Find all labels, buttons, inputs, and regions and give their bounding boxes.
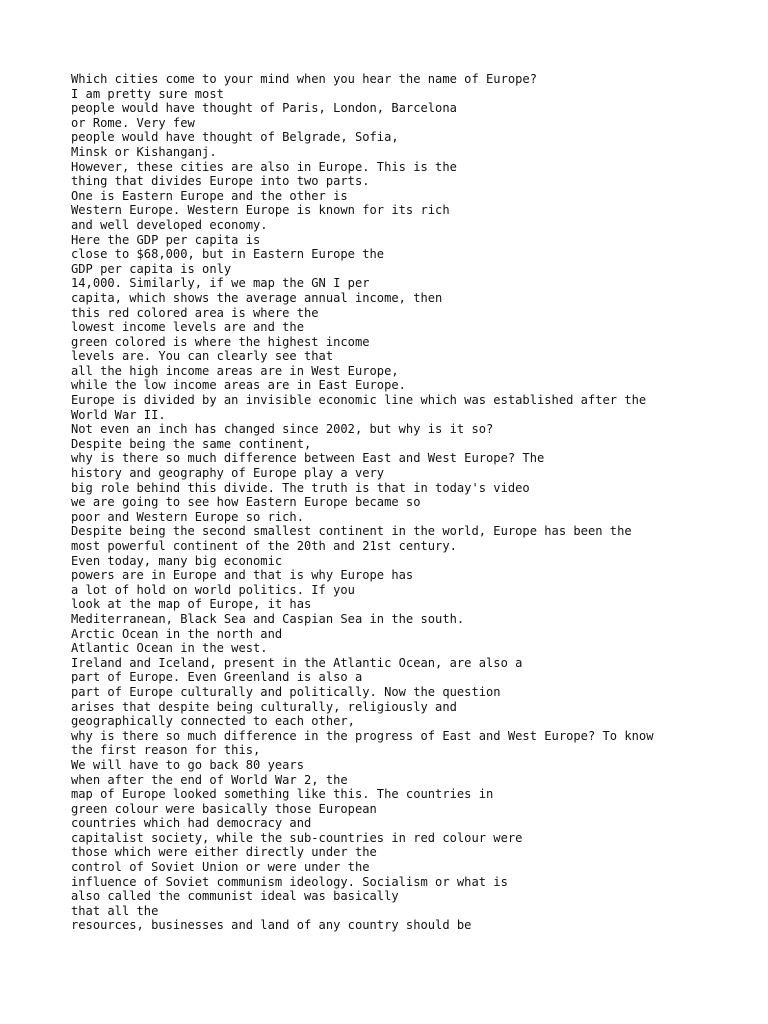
- text-line: countries which had democracy and: [71, 816, 312, 831]
- text-line: powers are in Europe and that is why Europe has: [71, 568, 414, 583]
- text-line: while the low income areas are in East Europe.: [71, 378, 406, 393]
- text-line: One is Eastern Europe and the other is: [71, 188, 348, 203]
- text-line: Ireland and Iceland, present in the Atlantic Ocean, are also a: [71, 655, 523, 670]
- text-line: why is there so much difference between East and West Europe? The: [71, 451, 545, 466]
- text-line: look at the map of Europe, it has: [71, 597, 312, 612]
- text-line: all the high income areas are in West Europe,: [71, 363, 399, 378]
- text-line: However, these cities are also in Europe. This is the: [71, 159, 457, 174]
- text-line: Which cities come to your mind when you hear the name of Europe?: [71, 72, 537, 86]
- text-line: arises that despite being culturally, religiously and: [71, 699, 457, 714]
- text-line: or Rome. Very few: [71, 115, 195, 130]
- text-line: resources, businesses and land of any country should be: [71, 918, 472, 933]
- text-line: part of Europe culturally and politically. Now the question: [71, 684, 501, 699]
- text-line: those which were either directly under the: [71, 845, 377, 860]
- text-line: green colored is where the highest income: [71, 334, 370, 349]
- text-line: a lot of hold on world politics. If you: [71, 582, 355, 597]
- transcript-text: [71, 72, 761, 933]
- text-line: Mediterranean, Black Sea and Caspian Sea in the south.: [71, 611, 465, 626]
- text-line: Even today, many big economic: [71, 553, 283, 568]
- text-line: capita, which shows the average annual income, then: [71, 290, 443, 305]
- text-line: people would have thought of Belgrade, Sofia,: [71, 130, 399, 145]
- text-line: most powerful continent of the 20th and 21st century.: [71, 539, 457, 553]
- text-line: I am pretty sure most: [71, 86, 224, 101]
- text-line: 14,000. Similarly, if we map the GN I per: [71, 276, 370, 291]
- text-line: Despite being the same continent,: [71, 436, 312, 451]
- text-line: Arctic Ocean in the north and: [71, 626, 283, 641]
- text-line: lowest income levels are and the: [71, 320, 304, 335]
- text-line: thing that divides Europe into two parts.: [71, 174, 370, 189]
- text-line: capitalist society, while the sub-countries in red colour were: [71, 830, 523, 845]
- text-line: control of Soviet Union or were under the: [71, 860, 370, 875]
- text-line: big role behind this divide. The truth is that in today's video: [71, 480, 530, 495]
- text-line: GDP per capita is only: [71, 261, 232, 276]
- text-line: Western Europe. Western Europe is known for its rich: [71, 203, 450, 218]
- text-line: levels are. You can clearly see that: [71, 349, 334, 364]
- text-line: Not even an inch has changed since 2002, but why is it so?: [71, 422, 494, 437]
- text-line: part of Europe. Even Greenland is also a: [71, 670, 363, 685]
- text-line: Here the GDP per capita is: [71, 232, 261, 247]
- text-line: when after the end of World War 2, the: [71, 772, 348, 787]
- text-line: this red colored area is where the: [71, 305, 319, 320]
- text-line: World War II.: [71, 407, 166, 422]
- text-line: also called the communist ideal was basically: [71, 889, 399, 904]
- text-line: and well developed economy.: [71, 217, 268, 232]
- text-line: history and geography of Europe play a very: [71, 466, 385, 481]
- text-line: Despite being the second smallest continent in the world, Europe has been the: [71, 524, 632, 539]
- text-line: close to $68,000, but in Eastern Europe the: [71, 247, 385, 262]
- text-line: Atlantic Ocean in the west.: [71, 641, 268, 656]
- text-line: we are going to see how Eastern Europe became so: [71, 495, 421, 510]
- text-line: poor and Western Europe so rich.: [71, 509, 304, 524]
- text-line: why is there so much difference in the progress of East and West Europe? To know: [71, 728, 654, 743]
- text-line: map of Europe looked something like this. The countries in: [71, 787, 494, 802]
- text-line: geographically connected to each other,: [71, 714, 355, 729]
- text-line: green colour were basically those European: [71, 801, 377, 816]
- text-line: people would have thought of Paris, London, Barcelona: [71, 101, 457, 116]
- text-line: that all the: [71, 903, 159, 918]
- text-line: We will have to go back 80 years: [71, 757, 304, 772]
- text-line: influence of Soviet communism ideology. Socialism or what is: [71, 874, 508, 889]
- text-line: the first reason for this,: [71, 743, 261, 758]
- text-line: Minsk or Kishanganj.: [71, 144, 217, 159]
- text-line: Europe is divided by an invisible economic line which was established after the: [71, 393, 647, 408]
